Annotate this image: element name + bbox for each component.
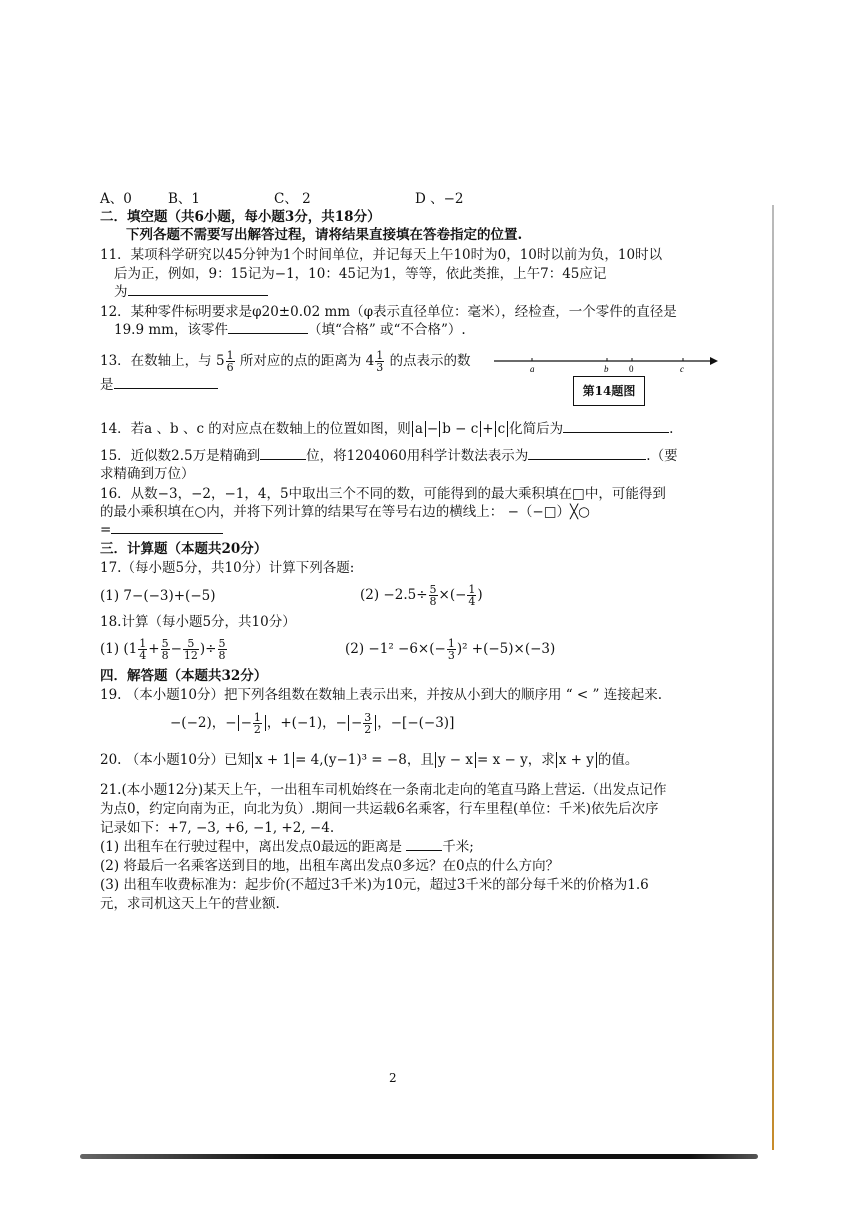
q21-sub3: (3) 出租车收费标准为：起步价(不超过3千米)为10元，超过3千米的部分每千米的价格为1.6 <box>100 877 649 893</box>
q12-answer-blank[interactable] <box>228 333 308 334</box>
bottom-scan-edge <box>80 1154 758 1159</box>
section3-title: 三．计算题（本题共20分） <box>100 541 268 557</box>
q18-part1: (1) (1 $\frac{1}{4}$ + $\frac{5}{8}$ − $\frac{5}{12}$ )÷ $\frac{5}{8}$ <box>100 637 226 662</box>
q21-line2: 为点0，约定向南为正，向北为负）.期间一共运载6名乘客，行车里程(单位：千米)依先后次序 <box>100 801 659 817</box>
q10-option-d: D 、−2 <box>415 191 464 207</box>
q14-answer-blank[interactable] <box>563 432 669 433</box>
q15-line2: 求精确到万位） <box>100 466 195 482</box>
q18-part2: (2) −1² −6×(− $\frac{1}{3}$ )² +(−5)×(−3) <box>345 637 556 662</box>
q20-line: 20. （本小题10分）已知 x + 1 = 4,(y−1)³ = −8，且 y − x = x − y，求 x + y 的值。 <box>100 752 639 768</box>
q16-line2: 的最小乘积填在○内，并将下列计算的结果写在等号右边的横线上： −（−□）╳○ <box>100 504 590 520</box>
fig14-number-line <box>492 352 720 378</box>
section2-title: 二．填空题（共6小题，每小题3分，共18分） <box>100 209 381 225</box>
page-number: 2 <box>389 1071 397 1085</box>
q11-line2: 后为正，例如，9：15记为−1，10：45记为1，等等，依此类推，上午7：45应记 <box>114 266 607 282</box>
q13-fraction-1: $\frac{1}{6}$ <box>226 349 234 374</box>
q10-option-c: C、 2 <box>274 191 311 207</box>
right-scan-edge <box>772 205 774 1150</box>
q21-sub1: (1) 出租车在行驶过程中，离出发点0最远的距离是 千米; <box>100 839 474 855</box>
label-c: c <box>680 364 684 374</box>
q17-part2: (2) −2.5÷ $\frac{5}{8}$ ×(− $\frac{1}{4}$ ) <box>360 583 483 608</box>
fig14-caption: 第14题图 <box>573 376 645 406</box>
q15-blank-2[interactable] <box>528 459 646 460</box>
q11-answer-blank[interactable] <box>128 295 268 296</box>
section4-title: 四．解答题（本题共32分） <box>100 668 268 684</box>
q19-line1: 19. （本小题10分）把下列各组数在数轴上表示出来，并按从小到大的顺序用 “ < ” 连接起来. <box>100 687 663 703</box>
q13-answer-blank[interactable] <box>114 388 218 389</box>
q21-sub3-cont: 元，求司机这天上午的营业额. <box>100 896 280 912</box>
q18-title: 18.计算（每小题5分，共10分） <box>100 614 296 630</box>
q17-title: 17.（每小题5分，共10分）计算下列各题: <box>100 560 355 576</box>
q21-line3: 记录如下：+7, −3, +6, −1, +2, −4. <box>100 820 335 836</box>
label-0: 0 <box>629 364 634 374</box>
q13-line2: 是 <box>100 377 218 393</box>
q13-fraction-2: $\frac{1}{3}$ <box>376 349 384 374</box>
label-b: b <box>604 364 609 374</box>
number-line-arrow <box>710 357 718 365</box>
q17-part1: (1) 7−(−3)+(−5) <box>100 588 216 604</box>
q14-line: 14．若a 、b 、c 的对应点在数轴上的位置如图，则 a − b − c + c 化简后为 . <box>100 421 674 437</box>
q11-line3: 为 <box>114 284 268 300</box>
label-a: a <box>530 364 535 374</box>
q16-answer-blank[interactable] <box>111 533 223 534</box>
q10-option-b: B、1 <box>168 191 201 207</box>
section2-instruction: 下列各题不需要写出解答过程，请将结果直接填在答卷指定的位置. <box>126 227 523 243</box>
q10-option-a: A、0 <box>100 191 132 207</box>
q12-line2: 19.9 mm，该零件 （填“合格” 或“不合格”）. <box>114 322 466 338</box>
q15-blank-1[interactable] <box>260 459 306 460</box>
q21-answer-blank[interactable] <box>406 850 442 851</box>
q13-line1: 13．在数轴上，与 5 $\frac{1}{6}$ 所对应的点的距离为 4 $\frac{1}{3}$ 的点表示的数 <box>100 349 471 374</box>
q16-line3: = <box>100 522 223 538</box>
q15-line1: 15．近似数2.5万是精确到 位，将1204060用科学计数法表示为 .（要 <box>100 448 678 464</box>
q16-line1: 16．从数−3，−2，−1，4，5中取出三个不同的数，可能得到的最大乘积填在□中，可能得到 <box>100 486 666 502</box>
q21-line1: 21.(本小题12分)某天上午，一出租车司机始终在一条南北走向的笔直马路上营运.（出发点记作 <box>100 782 667 798</box>
q12-line1: 12．某种零件标明要求是φ20±0.02 mm（φ表示直径单位：毫米），经检查，一个零件的直径是 <box>100 304 677 320</box>
q19-numbers: −(−2)，− − $\frac{1}{2}$ ，+(−1)，− − $\frac{3}{2}$ ，−[−(−3)] <box>170 711 455 736</box>
q21-sub2: (2) 将最后一名乘客送到目的地，出租车离出发点0多远？在0点的什么方向？ <box>100 858 560 874</box>
q11-line1: 11．某项科学研究以45分钟为1个时间单位，并记每天上午10时为0，10时以前为负，10时以 <box>100 247 663 263</box>
